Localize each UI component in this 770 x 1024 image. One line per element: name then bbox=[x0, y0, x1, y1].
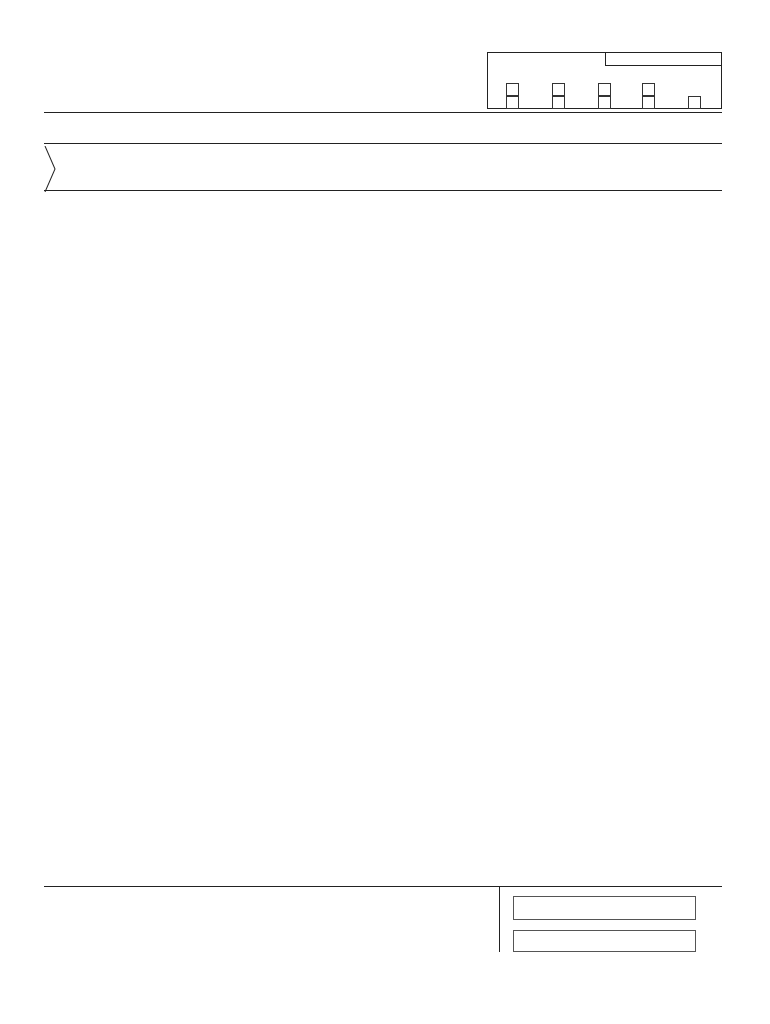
checkbox-17[interactable] bbox=[688, 96, 701, 109]
checkbox-12[interactable] bbox=[642, 83, 655, 96]
total-field[interactable] bbox=[513, 930, 696, 952]
checkbox-15[interactable] bbox=[598, 96, 611, 109]
checkbox-11a[interactable] bbox=[506, 83, 519, 96]
committee-bracket bbox=[44, 146, 54, 192]
line-number-box bbox=[487, 52, 722, 109]
checkbox-14[interactable] bbox=[552, 96, 565, 109]
subtotal-field[interactable] bbox=[513, 896, 696, 920]
checkbox-11c[interactable] bbox=[598, 83, 611, 96]
checkbox-16[interactable] bbox=[642, 96, 655, 109]
checkbox-13[interactable] bbox=[506, 96, 519, 109]
checkbox-11b[interactable] bbox=[552, 83, 565, 96]
